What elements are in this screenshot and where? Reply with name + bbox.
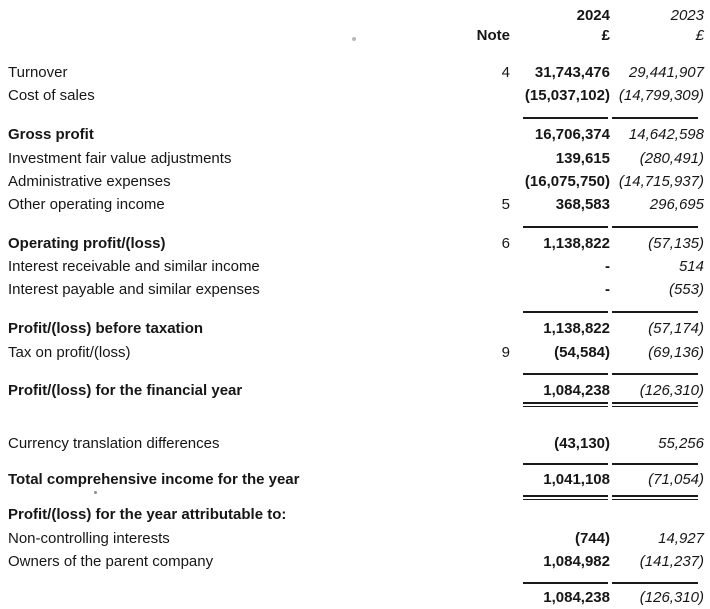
header-units-row — [0, 26, 710, 46]
value-2023: (14,715,937) — [618, 173, 704, 190]
value-2024: 1,138,822 — [543, 320, 610, 337]
value-2023: (126,310) — [639, 589, 704, 606]
row-tax-on-profit-loss — [0, 341, 710, 364]
value-2023: (280,491) — [639, 150, 704, 167]
row-profit-for-financial-year — [0, 379, 710, 402]
row-label: Gross profit — [8, 126, 94, 143]
row-investment-fair-value-adjustments — [0, 147, 710, 170]
subtotal-rule — [0, 463, 710, 465]
value-2024: 139,615 — [555, 150, 610, 167]
note-column-header: Note — [476, 27, 510, 44]
row-attributable-total — [0, 586, 710, 609]
scan-artifact-dot — [352, 37, 356, 41]
section-heading: Profit/(loss) for the year attributable to: — [8, 506, 287, 523]
note-ref: 5 — [501, 196, 510, 213]
value-2023: 14,927 — [658, 530, 704, 547]
row-label: Operating profit/(loss) — [8, 235, 166, 252]
row-gross-profit — [0, 123, 710, 146]
row-turnover — [0, 61, 710, 84]
value-2024: - — [605, 258, 610, 275]
row-administrative-expenses — [0, 170, 710, 193]
subtotal-rule — [0, 311, 710, 313]
value-2023: 29,441,907 — [628, 64, 704, 81]
row-label: Interest payable and similar expenses — [8, 281, 260, 298]
value-2024: (54,584) — [554, 344, 610, 361]
row-label: Investment fair value adjustments — [8, 150, 232, 167]
value-2023: (126,310) — [639, 382, 704, 399]
value-2024: - — [605, 281, 610, 298]
scan-artifact-dot — [94, 491, 97, 494]
currency-symbol-current: £ — [601, 27, 610, 44]
value-2024: 1,084,982 — [543, 553, 610, 570]
total-double-rule — [0, 402, 710, 408]
value-2023: 296,695 — [649, 196, 704, 213]
value-2023: 14,642,598 — [628, 126, 704, 143]
value-2023: (553) — [668, 281, 704, 298]
row-label: Non-controlling interests — [8, 530, 170, 547]
value-2023: (71,054) — [648, 471, 704, 488]
value-2024: 1,041,108 — [543, 471, 610, 488]
column-year-prior: 2023 — [670, 7, 704, 24]
row-attributable-heading — [0, 503, 710, 526]
subtotal-rule — [0, 373, 710, 375]
row-label: Currency translation differences — [8, 435, 220, 452]
value-2024: 16,706,374 — [534, 126, 610, 143]
header-years-row — [0, 6, 710, 26]
row-non-controlling-interests — [0, 527, 710, 550]
row-label: Tax on profit/(loss) — [8, 344, 131, 361]
value-2024: 1,084,238 — [543, 382, 610, 399]
row-currency-translation-differences — [0, 432, 710, 455]
value-2024: (15,037,102) — [524, 87, 610, 104]
note-ref: 9 — [501, 344, 510, 361]
row-label: Owners of the parent company — [8, 553, 214, 570]
row-label: Total comprehensive income for the year — [8, 471, 300, 488]
currency-symbol-prior: £ — [695, 27, 704, 44]
value-2023: (14,799,309) — [618, 87, 704, 104]
note-ref: 6 — [501, 235, 510, 252]
row-total-comprehensive-income — [0, 468, 710, 491]
value-2024: 368,583 — [555, 196, 610, 213]
subtotal-rule — [0, 582, 710, 584]
value-2023: (141,237) — [639, 553, 704, 570]
subtotal-rule — [0, 226, 710, 228]
row-interest-payable — [0, 278, 710, 301]
row-label: Profit/(loss) for the financial year — [8, 382, 243, 399]
row-operating-profit-loss — [0, 232, 710, 255]
value-2024: (16,075,750) — [524, 173, 610, 190]
value-2024: 1,138,822 — [543, 235, 610, 252]
note-ref: 4 — [501, 64, 510, 81]
row-interest-receivable — [0, 255, 710, 278]
row-label: Interest receivable and similar income — [8, 258, 260, 275]
value-2024: (744) — [574, 530, 610, 547]
value-2023: (57,135) — [648, 235, 704, 252]
row-other-operating-income — [0, 193, 710, 216]
value-2024: 1,084,238 — [543, 589, 610, 606]
column-year-current: 2024 — [576, 7, 610, 24]
row-label: Turnover — [8, 64, 68, 81]
row-label: Profit/(loss) before taxation — [8, 320, 204, 337]
row-label: Administrative expenses — [8, 173, 171, 190]
row-label: Cost of sales — [8, 87, 95, 104]
value-2023: (57,174) — [648, 320, 704, 337]
value-2023: (69,136) — [648, 344, 704, 361]
value-2023: 55,256 — [658, 435, 704, 452]
value-2024: 31,743,476 — [534, 64, 610, 81]
subtotal-rule — [0, 117, 710, 119]
row-cost-of-sales — [0, 84, 710, 107]
row-owners-of-parent-company — [0, 550, 710, 573]
value-2023: 514 — [678, 258, 704, 275]
row-label: Other operating income — [8, 196, 165, 213]
total-double-rule — [0, 495, 710, 501]
row-profit-before-taxation — [0, 317, 710, 340]
value-2024: (43,130) — [554, 435, 610, 452]
